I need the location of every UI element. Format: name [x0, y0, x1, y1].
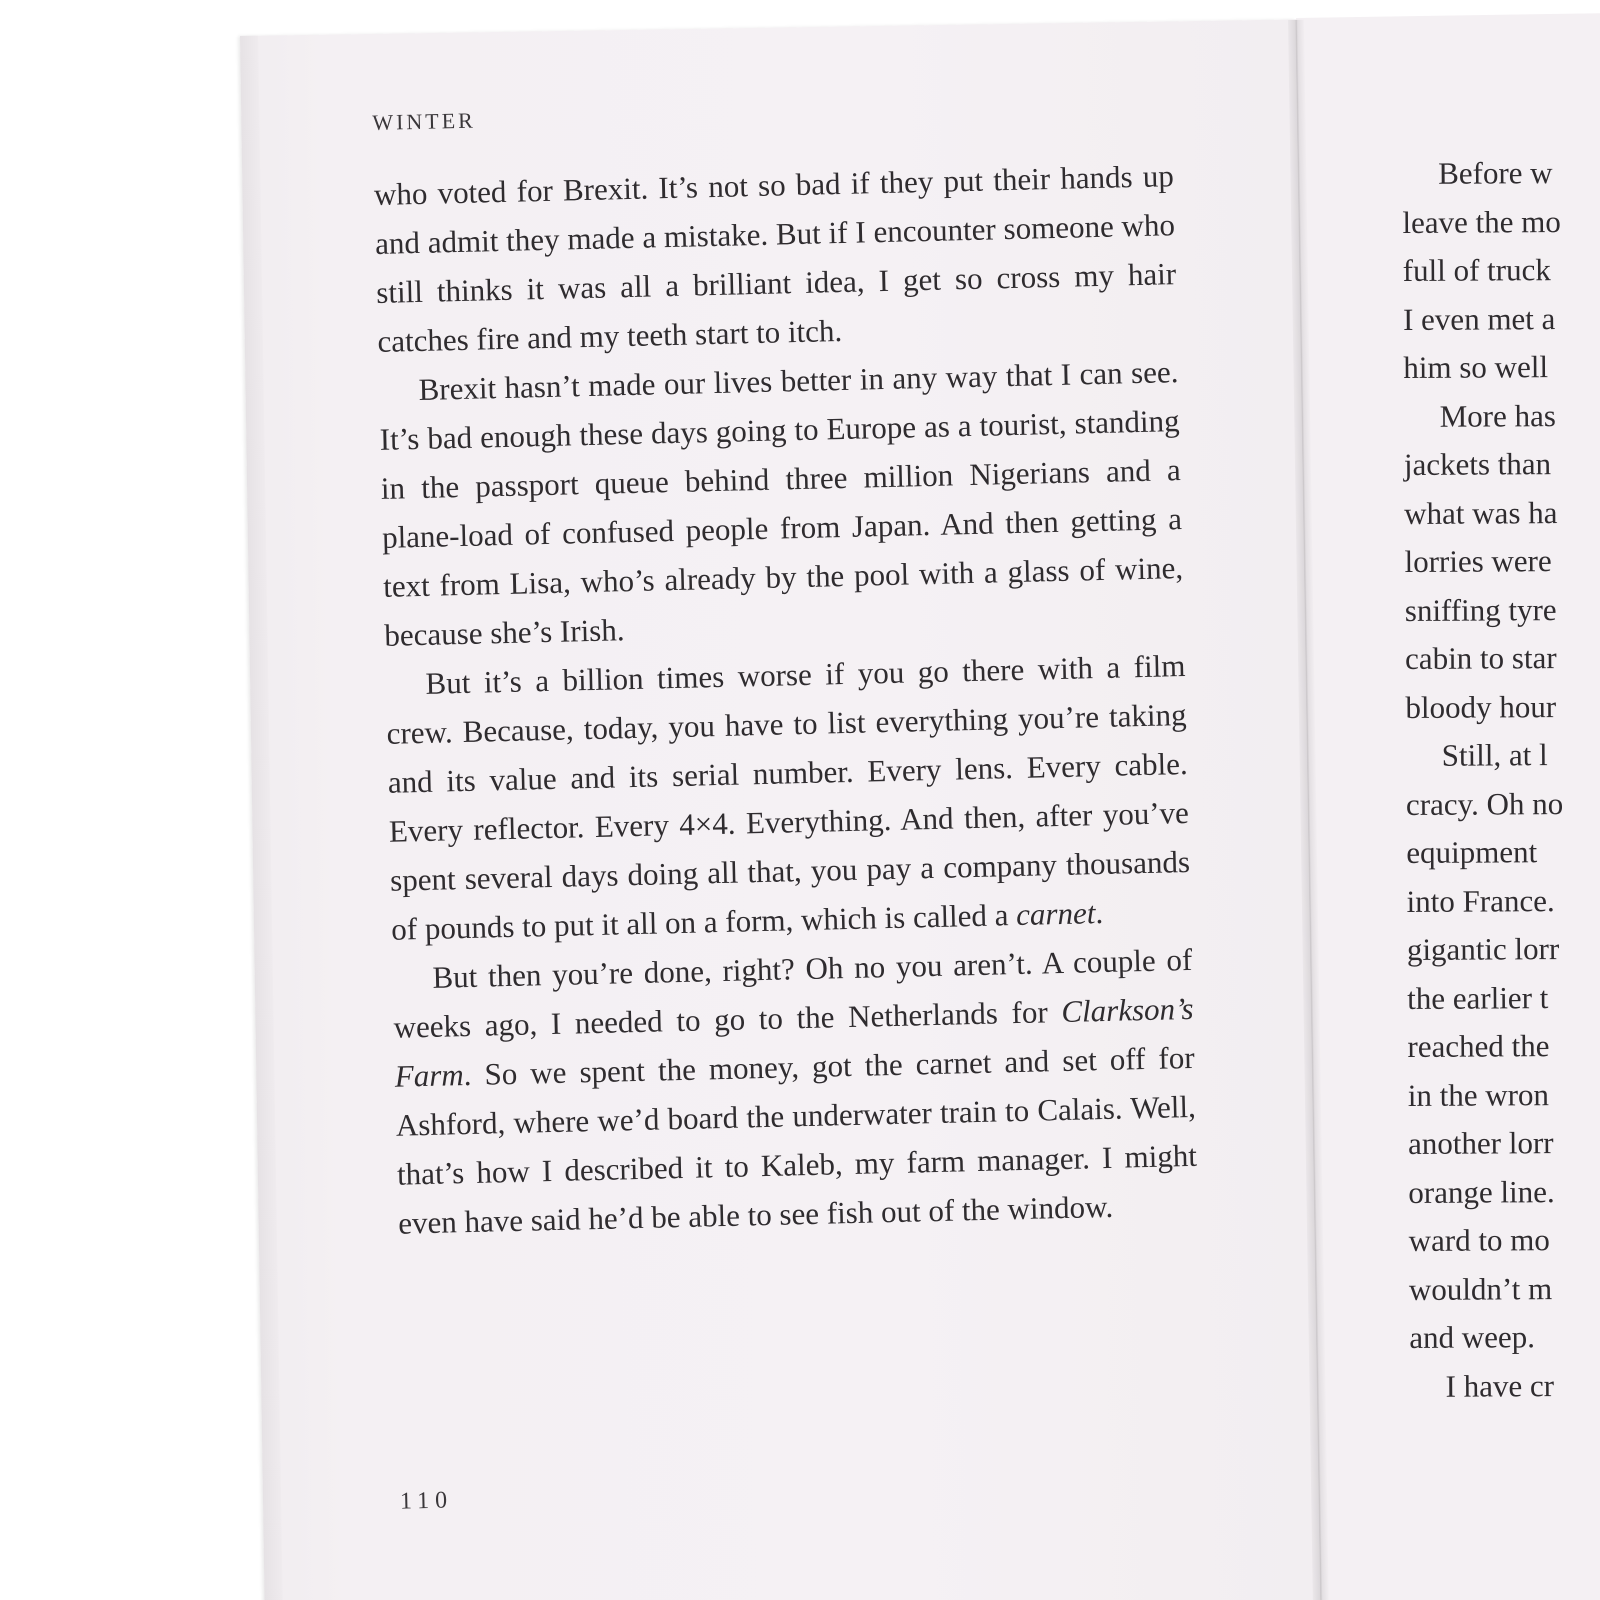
- text-segment: Brexit hasn’t made our lives better in any way that I can see. It’s bad enough these days going to Europe as a tourist, standing in the passport queue behind three million Nigerians and a plane-load of confused people from Japan. And then getting a text from Lisa, who’s already by the pool with a glass of wine, because she’s Irish.: [379, 354, 1184, 653]
- paragraph: [378, 347, 1185, 660]
- text-line: sniffing tyre: [1404, 591, 1557, 628]
- text-segment: . So we spent the money, got the carnet and set off for Ashford, where we’d board the underwater train to Calais. Well, that’s how I described it to Kaleb, my farm manager. I might even have said he’d be able to see fish out of the window.: [395, 1039, 1198, 1241]
- text-line: leave the mo: [1402, 203, 1561, 240]
- paragraph: [392, 935, 1199, 1248]
- text-segment: But it’s a billion times worse if you go there with a film crew. Because, today, you have to list everything you’re taking and its value and its serial number. Every lens. Every cable. Every reflector. Every 4×4. Everything. And then, after you’ve spent several days doing all that, you pay a company thousands of pounds to put it all on a form, which is called a: [386, 647, 1191, 947]
- text-line: I have cr: [1445, 1367, 1555, 1404]
- text-line: into France.: [1406, 882, 1555, 919]
- left-page-text: [372, 91, 1199, 1248]
- text-segment: But then you’re done, right? Oh no you aren’t. A couple of weeks ago, I needed to go to the Netherlands for: [393, 941, 1193, 1045]
- text-line: Still, at l: [1441, 737, 1548, 773]
- text-line: cracy. Oh no: [1405, 785, 1564, 822]
- running-head: WINTER: [372, 107, 477, 135]
- text-line: full of truck: [1402, 252, 1551, 288]
- text-line: reached the: [1407, 1028, 1550, 1064]
- text-line: lorries were: [1404, 543, 1552, 579]
- text-segment: .: [1094, 895, 1104, 931]
- text-line: and weep.: [1409, 1319, 1536, 1355]
- paragraph: [373, 151, 1177, 366]
- text-segment: who voted for Brexit. It’s not so bad if they put their hands up and admit they made a mistake. But if I encounter someone who still thinks it was all a brilliant idea, I get so cross my hair catches fire and my teeth start to itch.: [373, 158, 1177, 359]
- page-edge: [240, 36, 283, 1600]
- text-line: in the wron: [1407, 1076, 1550, 1113]
- text-line: Before w: [1438, 155, 1553, 191]
- page-number: 110: [399, 1487, 454, 1515]
- text-line: him so well: [1403, 349, 1549, 385]
- text-line: jackets than: [1403, 446, 1552, 482]
- text-line: ward to mo: [1408, 1222, 1550, 1258]
- text-line: equipment: [1406, 834, 1538, 870]
- paragraph: [385, 641, 1192, 954]
- text-line: what was ha: [1404, 494, 1558, 531]
- italic-text: carnet: [1015, 895, 1096, 933]
- right-page-text: [1402, 148, 1600, 1411]
- text-line: cabin to star: [1404, 640, 1557, 676]
- text-line: bloody hour: [1405, 688, 1557, 725]
- text-line: wouldn’t m: [1408, 1270, 1553, 1307]
- text-line: More has: [1439, 397, 1556, 434]
- text-line: another lorr: [1407, 1125, 1554, 1161]
- text-line: I even met a: [1402, 300, 1556, 337]
- text-line: gigantic lorr: [1406, 931, 1560, 967]
- text-line: the earlier t: [1407, 979, 1549, 1016]
- italic-text: Clarkson’s Farm: [394, 990, 1194, 1094]
- text-line: orange line.: [1408, 1173, 1555, 1210]
- body-text: [373, 151, 1198, 1248]
